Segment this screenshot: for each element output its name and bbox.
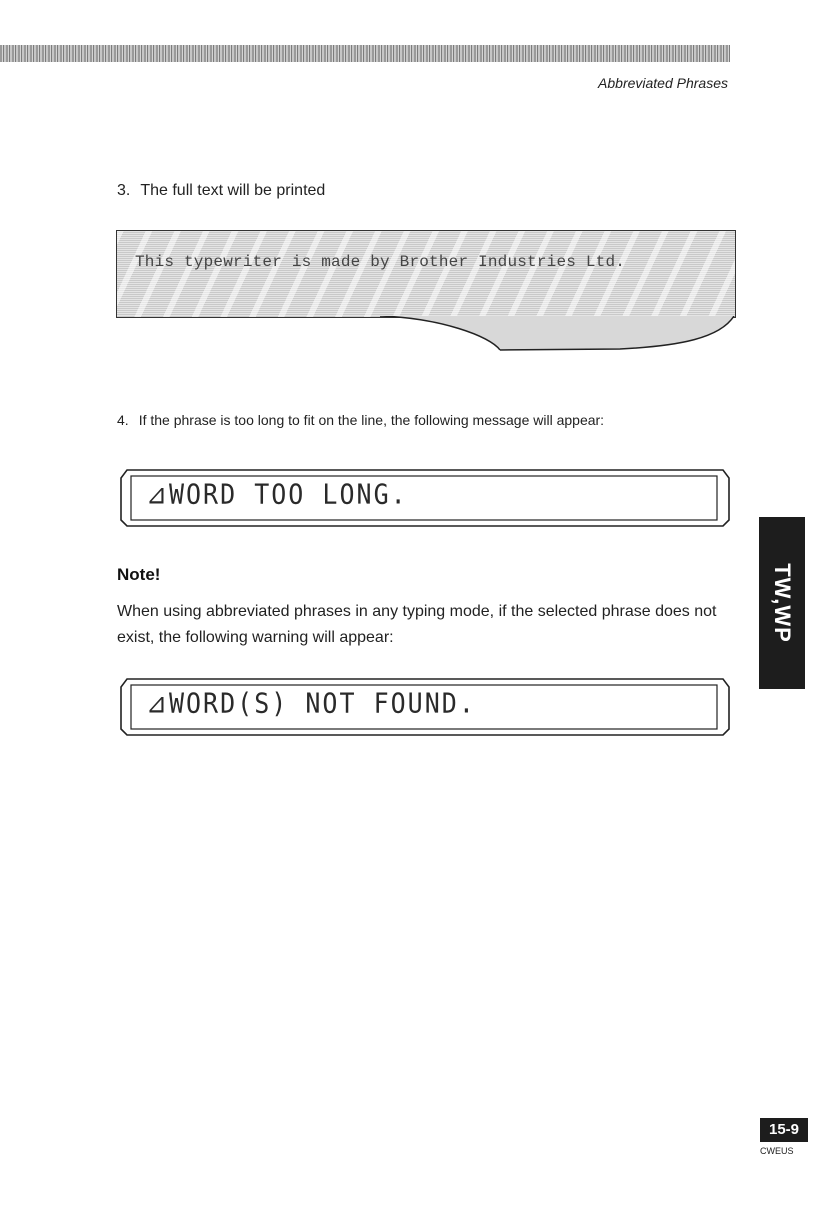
printed-sample: [116, 230, 736, 318]
step-number: 3.: [117, 182, 131, 199]
page-code: CWEUS: [760, 1146, 794, 1156]
lcd-display-word-too-long: [117, 468, 731, 528]
running-header: Abbreviated Phrases: [598, 75, 728, 91]
top-decorative-band: [0, 45, 730, 62]
note-heading: Note!: [117, 565, 161, 584]
step-text: The full text will be printed: [140, 182, 326, 199]
printed-sample-text: This typewriter is made by Brother Industries Ltd.: [135, 253, 626, 271]
lcd-message: ⊿WORD(S) NOT FOUND.: [146, 687, 476, 719]
step-number: 4.: [117, 412, 129, 428]
step-4: [117, 412, 604, 428]
chapter-tab: [759, 517, 805, 689]
step-text: If the phrase is too long to fit on the line, the following message will appear:: [138, 412, 605, 428]
lcd-message: ⊿WORD TOO LONG.: [146, 478, 408, 510]
step-3: [117, 182, 325, 200]
note-body: When using abbreviated phrases in any typing mode, if the selected phrase does not exist, the following warning will appear:: [117, 603, 717, 646]
page-number: 15-9: [760, 1118, 808, 1142]
lcd-display-words-not-found: [117, 677, 731, 737]
chapter-tab-label: TW,WP: [770, 563, 795, 643]
printed-sample-curl: [380, 316, 735, 352]
